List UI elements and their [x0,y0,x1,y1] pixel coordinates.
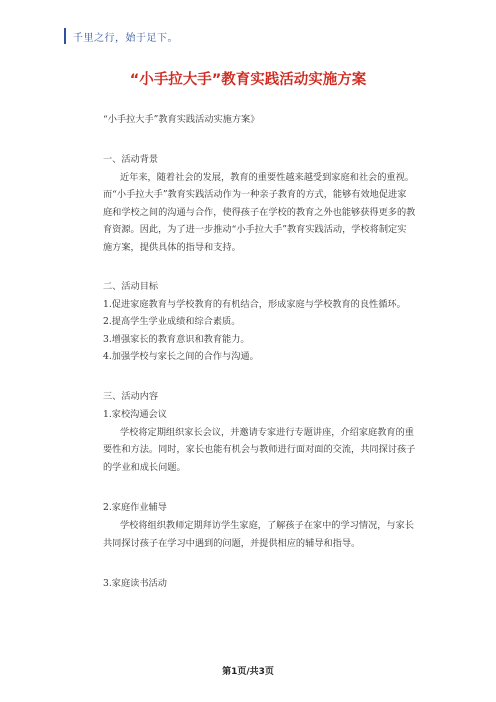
paragraph-line: 施方案，提供具体的指导和支持。 [103,242,241,253]
paragraph-line: 学校将定期组织家长会议，并邀请专家进行专题讲座，介绍家庭教育的重 [120,427,414,438]
paragraph-line: 而“小手拉大手”教育实践活动作为一种亲子教育的方式，能够有效地促进家 [103,189,407,200]
section-heading-content: 三、活动内容 [103,391,159,402]
section-heading-background: 一、活动背景 [103,154,159,165]
header-accent-bar [64,28,66,44]
paragraph-line: 要性和方法。同时，家长也能有机会与教师进行面对面的交流，共同探讨孩子 [103,444,416,455]
paragraph-line: 的学业和成长问题。 [103,462,186,473]
list-item: 4.加强学校与家长之间的合作与沟通。 [103,351,259,362]
paragraph-line: 学校将组织教师定期拜访学生家庭，了解孩子在家中的学习情况，与家长 [120,520,414,531]
document-title: “小手拉大手”教育实践活动实施方案 [129,72,367,88]
list-item: 2.提高学生学业成绩和综合素质。 [103,316,241,327]
subsection-heading: 3.家庭读书活动 [103,578,167,589]
list-item: 1.促进家庭教育与学校教育的有机结合，形成家庭与学校教育的良性循环。 [103,299,406,310]
paragraph-line: 庭和学校之间的沟通与合作，使得孩子在学校的教育之外也能够获得更多的教 [103,207,416,218]
document-subtitle: “小手拉大手”教育实践活动实施方案》 [103,114,260,125]
list-item: 3.增强家长的教育意识和教育能力。 [103,334,250,345]
paragraph-line: 共同探讨孩子在学习中遇到的问题，并提供相应的辅导和指导。 [103,538,361,549]
section-heading-goals: 二、活动目标 [103,281,159,292]
header-tagline: 千里之行，始于足下。 [73,33,178,44]
paragraph-line: 育资源。因此，为了进一步推动“小手拉大手”教育实践活动，学校将制定实 [103,224,407,235]
paragraph-line: 近年来，随着社会的发展，教育的重要性越来越受到家庭和社会的重视。 [120,172,414,183]
subsection-heading: 2.家庭作业辅导 [103,502,167,513]
subsection-heading: 1.家校沟通会议 [103,409,167,420]
page-number: 第1页/共3页 [222,667,274,677]
